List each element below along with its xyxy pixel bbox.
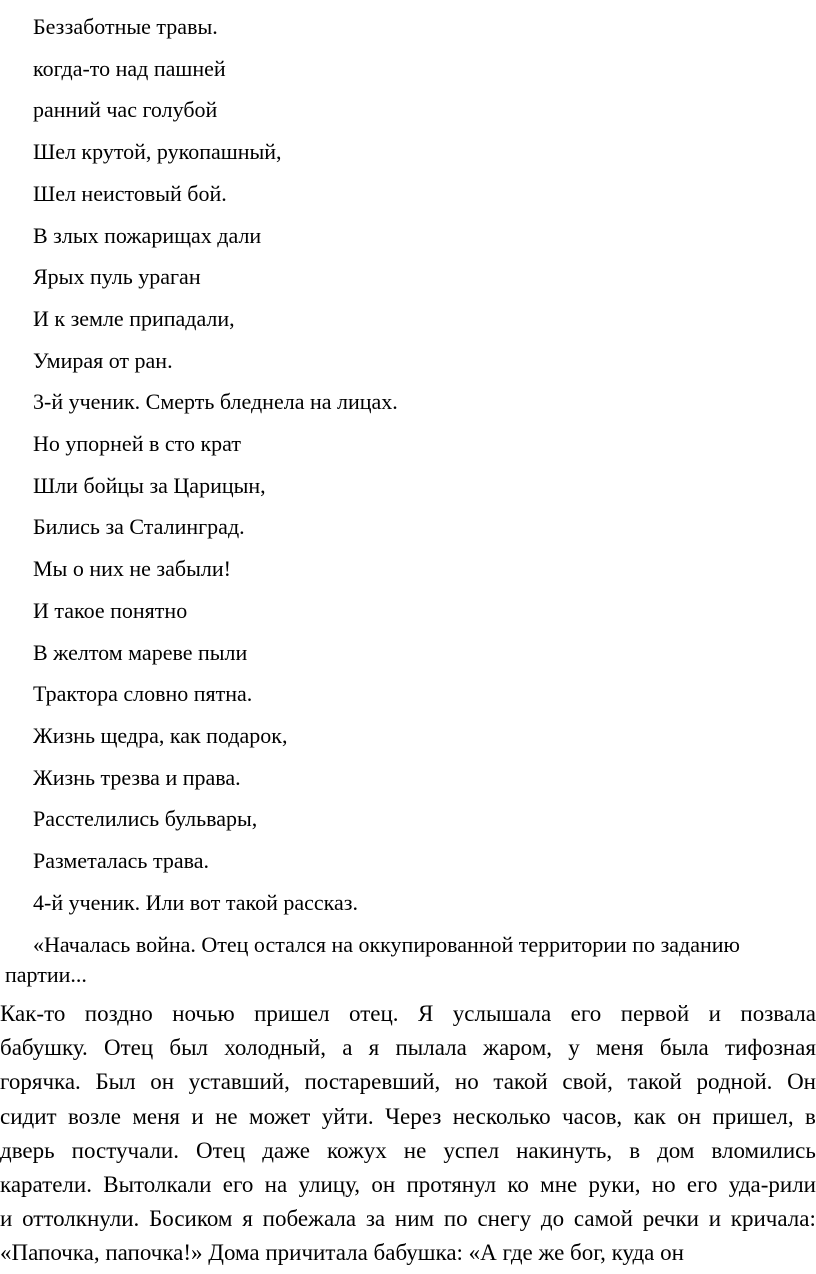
story-line: сидит возле меня и не может уйти. Через несколько часов, как он пришел, в	[0, 1103, 816, 1129]
poem-line: И к земле припадали,	[33, 305, 235, 331]
story-line: «Папочка, папочка!» Дома причитала бабушка: «А где же бог, куда он	[0, 1240, 684, 1266]
story-line: горячка. Был он уставший, постаревший, но такой свой, такой родной. Он	[0, 1069, 816, 1095]
poem-line: И такое понятно	[33, 597, 188, 623]
poem-line: Разметалась трава.	[33, 848, 209, 874]
story-line: бабушку. Отец был холодный, а я пылала жаром, у меня была тифозная	[0, 1035, 816, 1061]
poem-line: ранний час голубой	[33, 97, 218, 123]
speaker-line: 4-й ученик. Или вот такой рассказ.	[33, 889, 358, 915]
speaker-line: 3-й ученик. Смерть бледнела на лицах.	[33, 389, 398, 415]
poem-line: Шел крутой, рукопашный,	[33, 139, 282, 165]
poem-line: Жизнь трезва и права.	[33, 764, 241, 790]
poem-line: Но упорней в сто крат	[33, 431, 241, 457]
poem-line: Умирая от ран.	[33, 347, 173, 373]
poem-line: Бились за Сталинград.	[33, 514, 245, 540]
poem-line: Жизнь щедра, как подарок,	[33, 722, 288, 748]
story-line: каратели. Вытолкали его на улицу, он протянул ко мне руки, но его уда-рили	[0, 1172, 816, 1198]
poem-line: когда-то над пашней	[33, 55, 226, 81]
story-line: дверь постучали. Отец даже кожух не успел накинуть, в дом вломились	[0, 1137, 816, 1163]
story-opening-paragraph: «Началась война. Отец остался на оккупированной территории по заданию партии...	[5, 932, 740, 987]
poem-line: Трактора словно пятна.	[33, 681, 253, 707]
poem-line: Ярых пуль ураган	[33, 264, 201, 290]
poem-line: Беззаботные травы.	[33, 14, 218, 39]
poem-line: Шли бойцы за Царицын,	[33, 472, 266, 498]
poem-line: В желтом мареве пыли	[33, 639, 248, 665]
story-line: Как-то поздно ночью пришел отец. Я услышала его первой и позвала	[0, 1001, 816, 1026]
story-paragraph	[0, 997, 816, 1271]
poem-line: Шел неистовый бой.	[33, 180, 227, 206]
poem-line: Мы о них не забыли!	[33, 556, 231, 582]
story-line: и оттолкнули. Босиком я побежала за ним по снегу до самой речки и кричала:	[0, 1206, 816, 1232]
poem-block	[33, 6, 803, 923]
poem-line: Расстелились бульвары,	[33, 806, 258, 832]
poem-line: В злых пожарищах дали	[33, 222, 262, 248]
